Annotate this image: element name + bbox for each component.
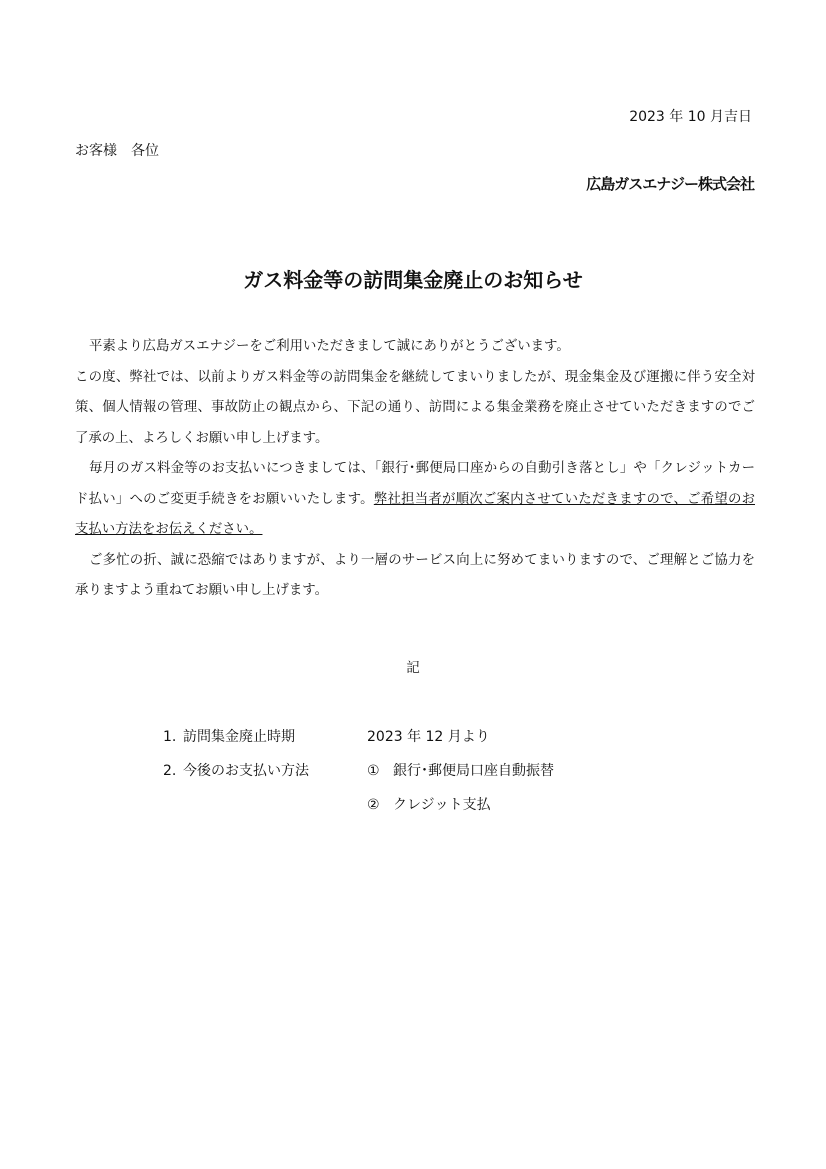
notice-title: ガス料金等の訪問集金廃止のお知らせ xyxy=(243,268,583,292)
paragraph-announcement: この度、弊社では、以前よりガス料金等の訪問集金を継続してまいりましたが、現金集金及び運搬に伴う安全対策、個人情報の管理、事故防止の観点から、下記の通り、訪問による集金業務を廃止させていただきますのでご了承の上、よろしくお願い申し上げます。 xyxy=(75,369,755,446)
payment-option xyxy=(367,754,554,788)
details-list xyxy=(163,720,554,822)
item-value: 2023 年 12 月より xyxy=(367,729,490,745)
item-label: 今後のお支払い方法 xyxy=(183,763,309,779)
spacer xyxy=(183,788,367,822)
underlined-guidance: 弊社担当者が順次ご案内させていただきますので、ご希望のお支払い方法をお伝えください。 xyxy=(75,491,755,537)
company-logo: 広島ガスエナジー株式会社 xyxy=(586,175,754,193)
paragraph-greeting: 平素より広島ガスエナジーをご利用いただきまして誠にありがとうございます。 xyxy=(89,339,570,354)
spacer xyxy=(163,788,183,822)
ki-heading: 記 xyxy=(406,660,420,676)
list-item xyxy=(163,788,554,822)
item-number: 2. xyxy=(163,763,177,779)
option-text: クレジット支払 xyxy=(393,797,491,813)
recipient: お客様 各位 xyxy=(75,143,159,159)
list-item xyxy=(163,720,554,754)
issue-date: 2023 年 10 月吉日 xyxy=(629,109,752,125)
item-number: 1. xyxy=(163,729,177,745)
payment-request-text: 毎月のガス料金等のお支払いにつきましては、「銀行･郵便局口座からの自動引き落とし」や「クレジットカード払い」へのご変更手続きをお願いいたします。 xyxy=(75,461,755,507)
item-label: 訪問集金廃止時期 xyxy=(183,729,295,745)
paragraph-payment-request xyxy=(75,454,755,546)
payment-option xyxy=(367,788,491,822)
paragraph-closing: ご多忙の折、誠に恐縮ではありますが、より一層のサービス向上に努めてまいりますので、ご理解とご協力を承りますよう重ねてお願い申し上げます。 xyxy=(75,552,755,598)
option-marker: ① xyxy=(367,763,380,779)
list-item xyxy=(163,754,554,788)
option-marker: ② xyxy=(367,797,380,813)
notice-body xyxy=(75,332,755,607)
option-text: 銀行･郵便局口座自動振替 xyxy=(393,763,554,779)
